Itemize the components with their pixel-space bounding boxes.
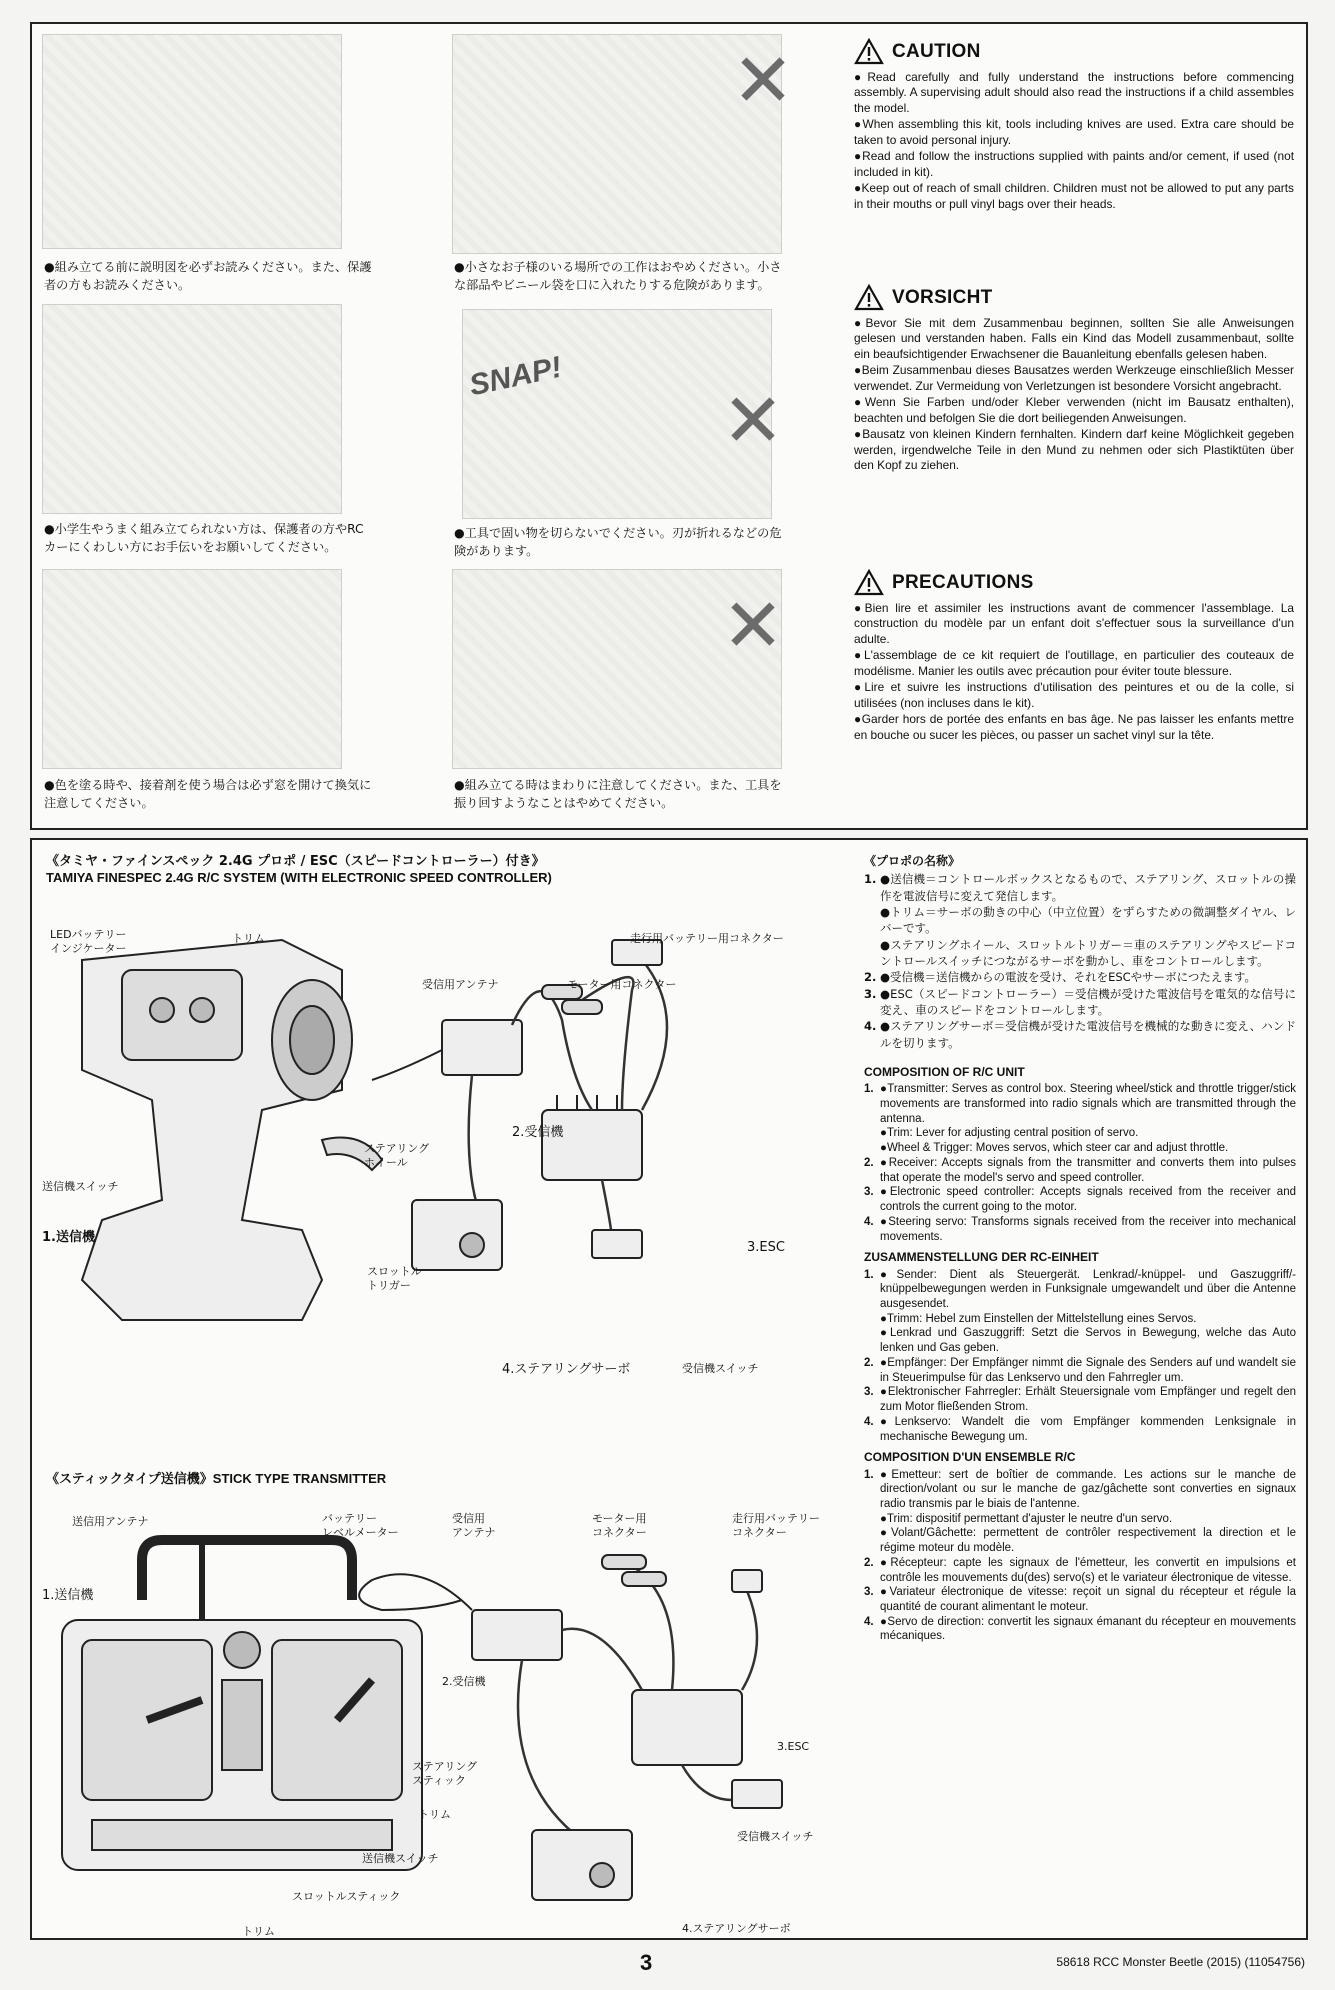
label-stick-esc: 3.ESC xyxy=(777,1740,810,1753)
label-stick-trim: トリム xyxy=(418,1808,451,1821)
caption-jp: ●色を塗る時や、接着剤を使う場合は必ず窓を開けて換気に注意してください。 xyxy=(44,778,372,811)
composition-list-en xyxy=(864,1082,1296,1244)
list-item: 3. ●Electronic speed controller: Accepts signals received from the receiver and controls the current going to the motor. xyxy=(864,1186,1296,1214)
safety-panel xyxy=(30,22,1308,830)
steering-servo xyxy=(412,1200,502,1270)
prohibited-x-icon: ✕ xyxy=(722,583,785,669)
stick-transmitter-diagram xyxy=(42,1500,842,1930)
vorsicht-item: ●Bausatz von kleinen Kindern fernhalten. Kindern darf keine Möglichkeit gegeben werden, irgendwelche Teile in den Mund zu nehmen oder sich Plastiktüten über den Kopf zu ziehen. xyxy=(854,427,1294,473)
warning-triangle-icon xyxy=(854,569,884,596)
names-list-jp xyxy=(864,871,1296,1051)
composition-heading-en: COMPOSITION OF R/C UNIT xyxy=(864,1064,1025,1079)
system-title-en: TAMIYA FINESPEC 2.4G R/C SYSTEM (WITH ELECTRONIC SPEED CONTROLLER) xyxy=(46,870,552,885)
list-item: 1. ●送信機＝コントロールボックスとなるもので、ステアリング、スロットルの操作を電波信号に変えて発信します。 ●トリム＝サーボの動きの中心（中立位置）をずらすための微調整ダイヤル、レバーです。 ●ステアリングホイール、スロットルトリガー＝車のステアリングやスピードコントロールスイッチにつながるサーボを動かし、車をコントロールします。 xyxy=(864,872,1296,968)
receiver-switch xyxy=(592,1230,642,1258)
vorsicht-block xyxy=(854,284,1294,475)
precautions-item: ●L'assemblage de ce kit requiert de l'outillage, en particulier des couteaux de modélisme. Manier les outils avec précaution pour éviter toute blessure. xyxy=(854,648,1294,678)
list-item: 2. ●Empfänger: Der Empfänger nimmt die Signale des Senders auf und wandelt sie in Steuerimpulse für das Lenkservo und den Fahrregler um. xyxy=(864,1356,1296,1384)
illustration-reading-together xyxy=(42,34,342,249)
caption-jp: ●小学生やうまく組み立てられない方は、保護者の方やRCカーにくわしい方にお手伝いをお願いしてください。 xyxy=(44,522,364,555)
label-tx-antenna: 送信用アンテナ xyxy=(72,1515,149,1528)
label-stick-battery-connector: 走行用バッテリー コネクター xyxy=(732,1512,820,1540)
label-stick-servo: 4.ステアリングサーボ xyxy=(682,1922,791,1935)
label-receiver: 2.受信機 xyxy=(512,1125,564,1140)
prohibited-x-icon: ✕ xyxy=(732,38,795,124)
label-esc: 3.ESC xyxy=(747,1240,785,1255)
system-title-jp: 《タミヤ・ファインスペック 2.4G プロポ / ESC（スピードコントローラー）付き》 xyxy=(46,854,545,869)
precautions-title: PRECAUTIONS xyxy=(892,571,1034,593)
caution-title: CAUTION xyxy=(892,40,981,62)
label-battery-connector: 走行用バッテリー用コネクター xyxy=(630,932,784,945)
list-item: 3. ●ESC（スピードコントローラー）＝受信機が受けた電波信号を電気的な信号に変え、車のスピードをコントロールします。 xyxy=(864,986,1296,1017)
caution-item: ●Keep out of reach of small children. Children must not be allowed to put any parts in their mouths or pull vinyl bags over their heads. xyxy=(854,181,1294,211)
vorsicht-item: ●Beim Zusammenbau dieses Bausatzes werden Werkzeuge einschließlich Messer verwendet. Zur Vermeidung von Verletzungen ist besondere Vorsicht angebracht. xyxy=(854,363,1294,393)
list-item: 4. ●Lenkservo: Wandelt die vom Empfänger kommenden Lenksignale in mechanische Bewegung um. xyxy=(864,1415,1296,1443)
stick-title-en: STICK TYPE TRANSMITTER xyxy=(212,1471,387,1486)
caption-jp: ●工具で固い物を切らないでください。刃が折れるなどの危険があります。 xyxy=(454,526,782,559)
label-stick-motor-connector: モーター用 コネクター xyxy=(592,1512,647,1540)
prohibited-x-icon: ✕ xyxy=(722,378,785,464)
names-heading-jp: 《プロポの名称》 xyxy=(864,854,961,868)
label-throttle-trigger: スロットル トリガー xyxy=(367,1265,422,1293)
page-number: 3 xyxy=(640,1950,653,1975)
stick-title-jp: 《スティックタイプ送信機》 xyxy=(46,1472,213,1487)
stick-servo xyxy=(532,1830,632,1900)
wheel-transmitter xyxy=(82,940,382,1320)
label-steering-wheel: ステアリング ホイール xyxy=(364,1142,430,1170)
label-stick-transmitter: 1.送信機 xyxy=(42,1588,94,1603)
label-rx-antenna: 受信用アンテナ xyxy=(422,978,499,991)
snap-text: SNAP! xyxy=(466,350,565,403)
stick-battery-connector xyxy=(732,1570,762,1592)
rc-system-panel xyxy=(30,838,1308,1940)
caption-jp: ●小さなお子様のいる場所での工作はおやめください。小さな部品やビニール袋を口に入れたりする危険があります。 xyxy=(454,260,782,293)
label-rx-switch: 受信機スイッチ xyxy=(682,1362,759,1375)
label-trim: トリム xyxy=(232,932,265,945)
precautions-block xyxy=(854,569,1294,744)
wheel-transmitter-diagram xyxy=(42,900,842,1340)
composition-heading-fr: COMPOSITION D'UN ENSEMBLE R/C xyxy=(864,1450,1076,1465)
label-stick-trim2: トリム xyxy=(242,1925,275,1938)
caution-item: ●When assembling this kit, tools including knives are used. Extra care should be taken to avoid personal injury. xyxy=(854,117,1294,147)
stick-receiver-switch xyxy=(732,1780,782,1808)
precautions-item: ●Lire et suivre les instructions d'utilisation des peintures et ou de la colle, si utilisées (non incluses dans le kit). xyxy=(854,680,1294,710)
composition-list-fr xyxy=(864,1468,1296,1645)
list-item: 1. ●Sender: Dient als Steuergerät. Lenkrad/-knüppel- und Gaszuggriff/- knüppelbewegungen werden in Funksignale umgewandelt und über die Antenne ausgesendet. ●Trimm: Hebel zum Einstellen der Mittelstellung eines Servos. ●Lenkrad und Gaszuggriff: Setzt die Servos in Bewegung, welche das Auto lenken und Gas geben. xyxy=(864,1268,1296,1355)
label-stick-receiver: 2.受信機 xyxy=(442,1675,486,1688)
vorsicht-item: ●Bevor Sie mit dem Zusammenbau beginnen, sollten Sie alle Anweisungen gelesen und verstanden haben. Falls ein Kind das Modell zusammenbaut, sollte ein beaufsichtigender Erwachsener die Bauanleitung ebenfalls gelesen haben. xyxy=(854,316,1294,361)
composition-list-de xyxy=(864,1268,1296,1445)
warning-triangle-icon xyxy=(854,284,884,311)
stick-title xyxy=(46,1468,386,1487)
list-item: 4. ●ステアリングサーボ＝受信機が受けた電波信号を機械的な動きに変え、ハンドルを切ります。 xyxy=(864,1019,1296,1050)
stick-transmitter xyxy=(62,1540,422,1870)
composition-heading-de: ZUSAMMENSTELLUNG DER RC-EINHEIT xyxy=(864,1250,1099,1265)
composition-column xyxy=(864,854,1296,1644)
list-item: 1. ●Emetteur: sert de boîtier de commande. Les actions sur le manche de direction/volant ou sur le manche de gaz/gâchette sont converties en signaux radio transmis par le biais de l'antenne. ●Trim: dispositif permettant d'ajuster le neutre d'un servo. ●Volant/Gâchette: permettent de contrôler respectivement la direction et le régime moteur du modèle. xyxy=(864,1468,1296,1555)
label-stick-rx-antenna: 受信用 アンテナ xyxy=(452,1512,496,1540)
list-item: 4. ●Steering servo: Transforms signals received from the receiver into mechanical movements. xyxy=(864,1215,1296,1243)
list-item: 3. ●Variateur électronique de vitesse: reçoit un signal du récepteur et régule la quantité de courant alimentant le moteur. xyxy=(864,1586,1296,1614)
vorsicht-title: VORSICHT xyxy=(892,286,993,308)
illustration-painting-window xyxy=(42,569,342,769)
caption-jp: ●組み立てる時はまわりに注意してください。また、工具を振り回すようなことはやめてください。 xyxy=(454,778,782,811)
list-item: 2. ●受信機＝送信機からの電波を受け、それをESCやサーボにつたえます。 xyxy=(864,970,1257,985)
label-throttle-stick: スロットルスティック xyxy=(292,1890,401,1903)
illustration-child-helped xyxy=(42,304,342,514)
precautions-item: ●Garder hors de portée des enfants en bas âge. Ne pas laisser les enfants mettre en bouche ou sucer les pièces, ou passer un sachet vinyl sur la tête. xyxy=(854,712,1294,742)
caution-block xyxy=(854,38,1294,213)
warning-triangle-icon xyxy=(854,38,884,65)
caution-item: ●Read carefully and fully understand the instructions before commencing assembly. A supervising adult should also read the instructions if a child assembles the model. xyxy=(854,70,1294,115)
stick-esc xyxy=(632,1690,742,1765)
precautions-item: ●Bien lire et assimiler les instructions avant de commencer l'assemblage. La construction du modèle par un enfant doit s'effectuer sous la surveillance d'un adulte. xyxy=(854,601,1294,646)
label-transmitter: 1.送信機 xyxy=(42,1230,95,1245)
caption-jp: ●組み立てる前に説明図を必ずお読みください。また、保護者の方もお読みください。 xyxy=(44,260,372,293)
label-battery-meter: バッテリー レベルメーター xyxy=(322,1512,399,1540)
document-code: 58618 RCC Monster Beetle (2015) (11054756) xyxy=(1056,1955,1305,1969)
list-item: 2. ●Récepteur: capte les signaux de l'émetteur, les convertit en impulsions et contrôle les mouvements du(des) servo(s) et le variateur électronique de vitesse. xyxy=(864,1556,1296,1584)
label-led-indicator: LEDバッテリー インジケーター xyxy=(50,928,127,956)
receiver-unit xyxy=(372,1020,522,1080)
vorsicht-item: ●Wenn Sie Farben und/oder Kleber verwenden (nicht im Bausatz enthalten), beachten und befolgen Sie die dort beiliegenden Anweisungen. xyxy=(854,395,1294,425)
list-item: 1. ●Transmitter: Serves as control box. Steering wheel/stick and throttle trigger/stick movements are transformed into radio signals which are transmitted through the antenna. ●Trim: Lever for adjusting central position of servo. ●Wheel & Trigger: Moves servos, which steer car and adjust throttle. xyxy=(864,1083,1296,1155)
list-item: 4. ●Servo de direction: convertit les signaux émanant du récepteur en mouvements mécaniques. xyxy=(864,1615,1296,1643)
stick-motor-connectors xyxy=(602,1555,666,1586)
caution-item: ●Read and follow the instructions supplied with paints and/or cement, if used (not included in kit). xyxy=(854,149,1294,179)
label-tx-switch: 送信機スイッチ xyxy=(42,1180,119,1193)
label-stick-rx-switch: 受信機スイッチ xyxy=(737,1830,814,1843)
label-motor-connector: モーター用コネクター xyxy=(567,978,677,991)
label-stick-tx-switch: 送信機スイッチ xyxy=(362,1852,439,1865)
label-steering-stick: ステアリング スティック xyxy=(412,1760,478,1788)
list-item: 2. ●Receiver: Accepts signals from the transmitter and converts them into pulses that operate the model's servo and speed controller. xyxy=(864,1156,1296,1184)
label-servo: 4.ステアリングサーボ xyxy=(502,1362,631,1377)
list-item: 3. ●Elektronischer Fahrregler: Erhält Steuersignale vom Empfänger und regelt den zum Motor fließenden Strom. xyxy=(864,1386,1296,1414)
